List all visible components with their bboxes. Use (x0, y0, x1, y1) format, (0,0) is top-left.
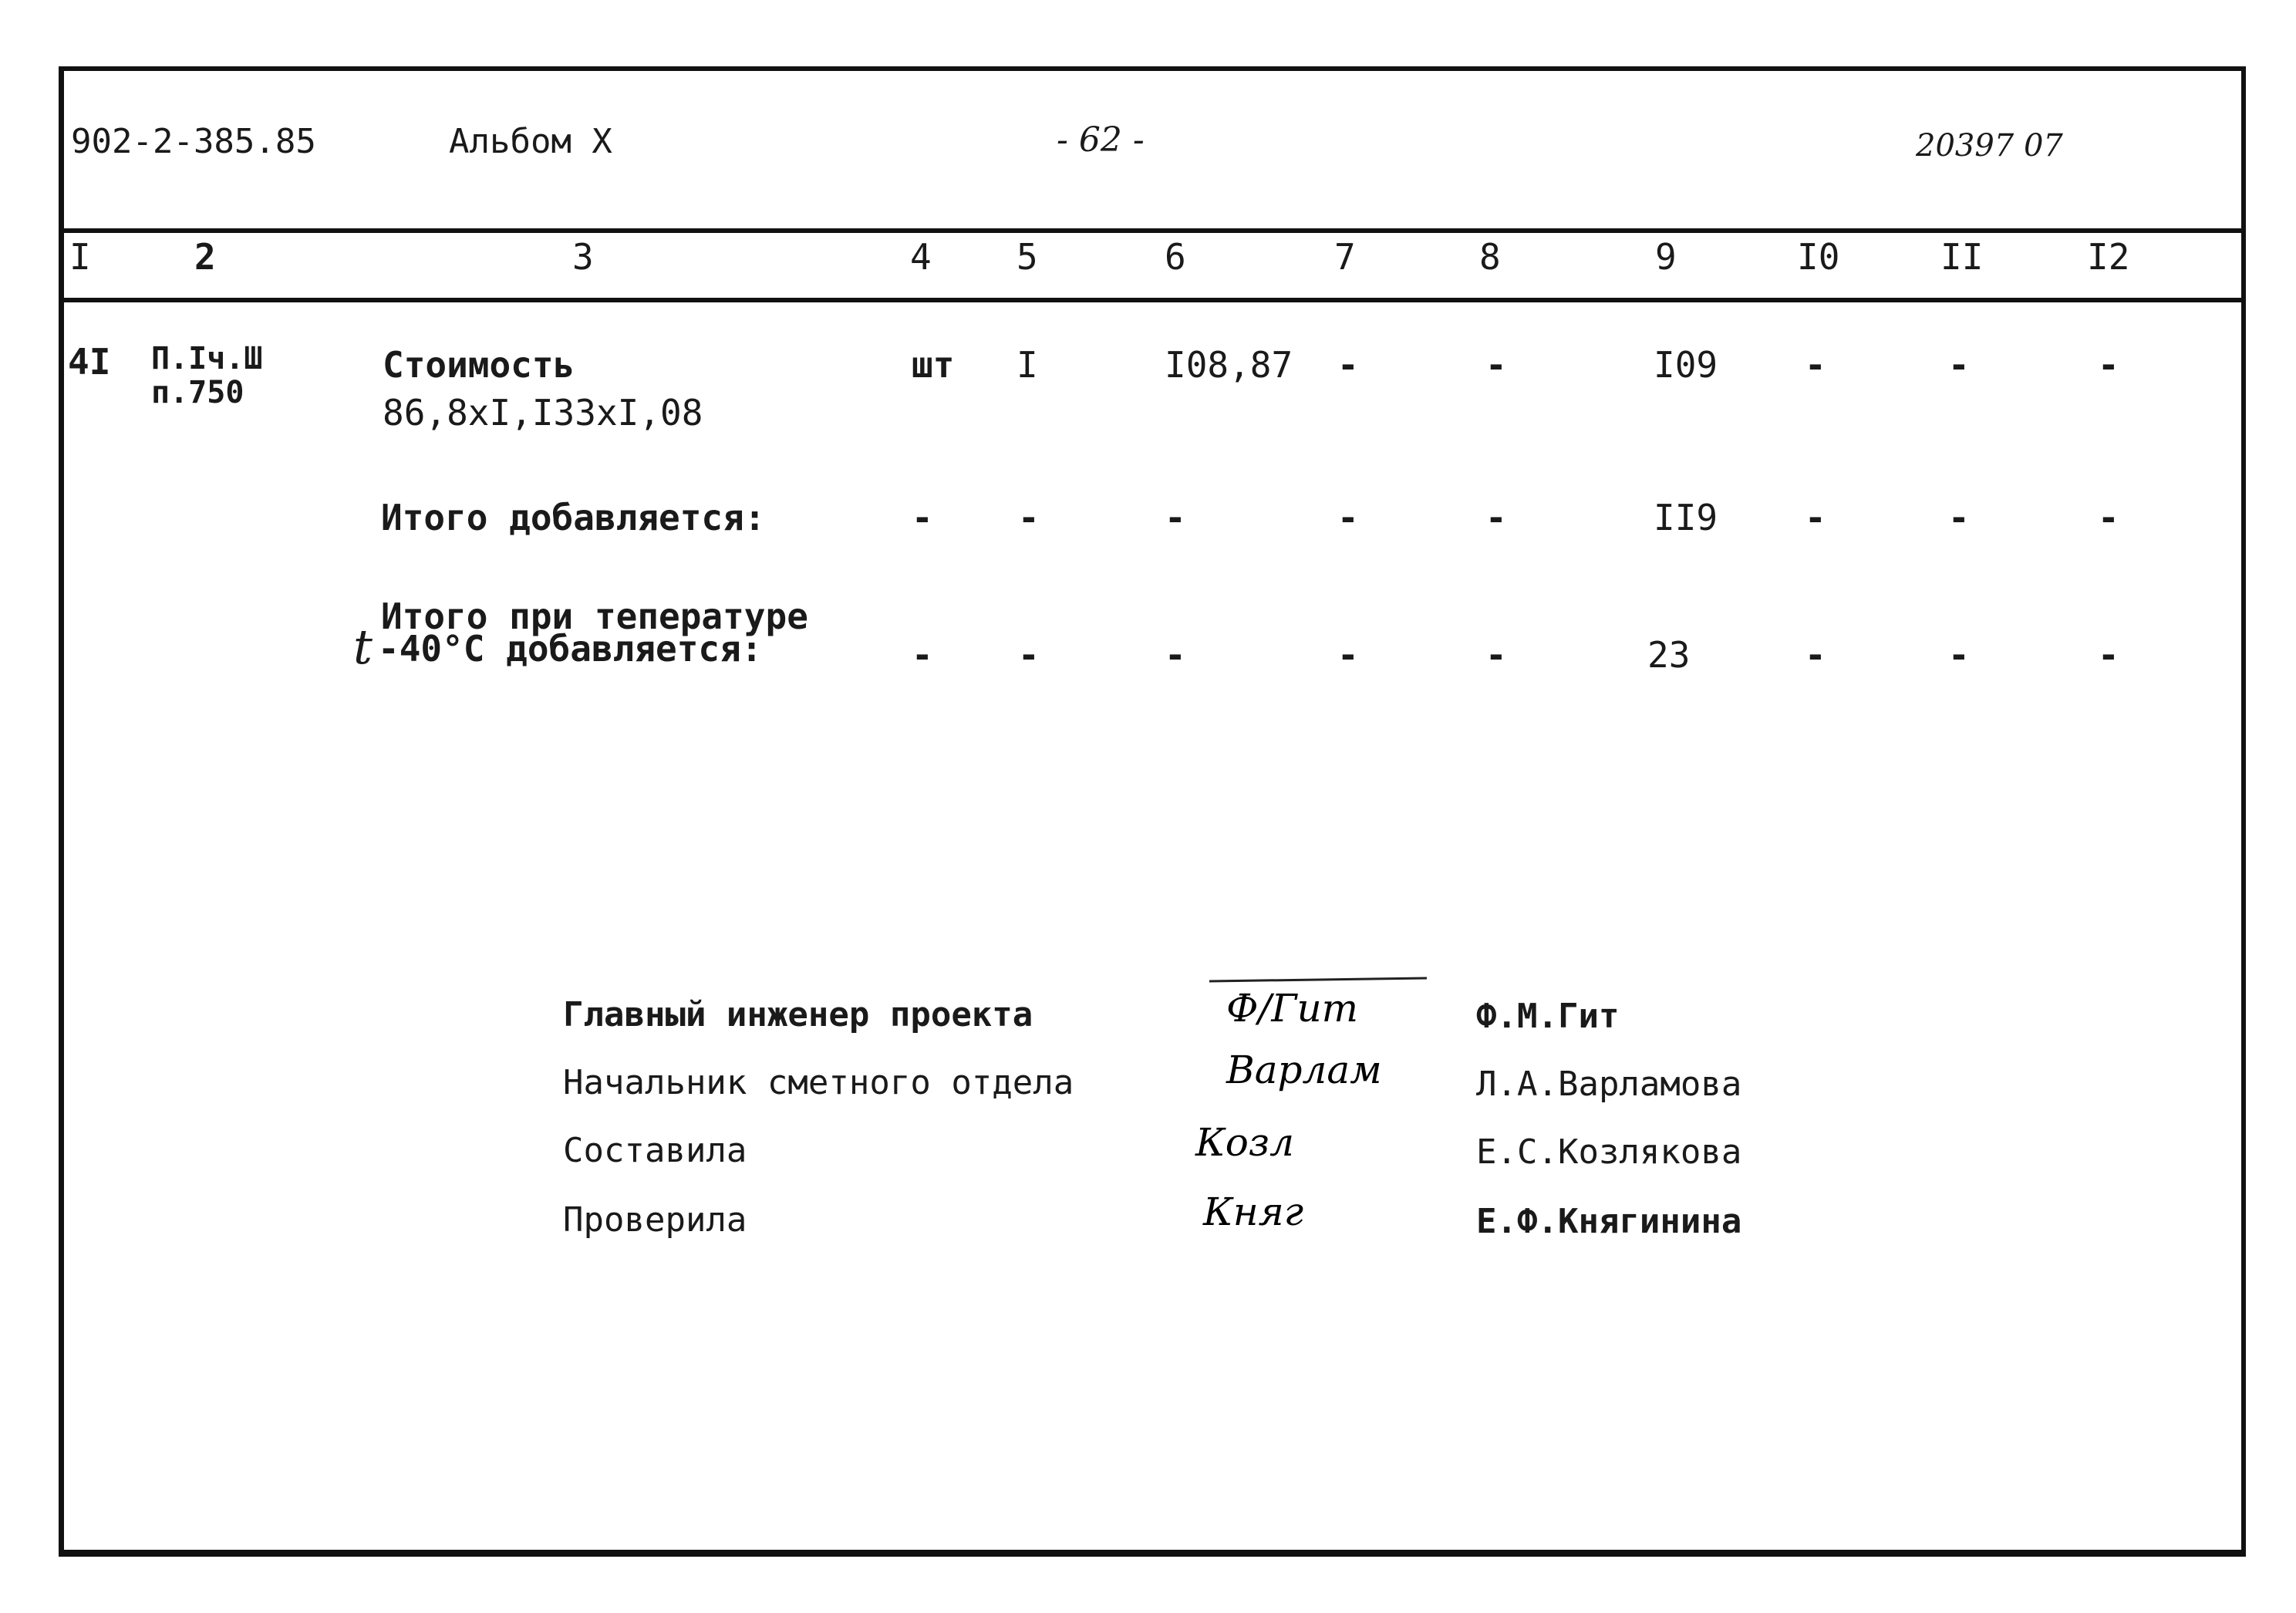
column-10-cell: - (1805, 344, 1826, 386)
quantity-cell: - (1018, 497, 1040, 538)
column-12-cell: - (2098, 344, 2119, 386)
column-7-cell: - (1337, 497, 1359, 538)
column-number-5: 5 (1017, 236, 1038, 278)
signature-chief-engineer-text: Ф/Гит (1226, 986, 1359, 1031)
signature-checked-text: Княг (1203, 1190, 1304, 1234)
column-12-cell: - (2098, 497, 2119, 538)
column-10-cell: - (1805, 497, 1826, 538)
document-code: 902-2-385.85 (71, 122, 316, 161)
column-number-2: 2 (194, 236, 216, 278)
column-8-cell: - (1485, 344, 1507, 386)
column-11-cell: - (1948, 634, 1970, 676)
page-frame (59, 66, 2246, 1557)
signature-name-estimate-head: Л.А.Варламова (1476, 1065, 1742, 1104)
column-8-cell: - (1485, 497, 1507, 538)
column-number-7: 7 (1334, 236, 1356, 278)
temperature-subtotal-line2: -40°C добавляется: (378, 628, 763, 670)
item-description: Стоимость (383, 344, 575, 386)
signature-role-checked: Проверила (563, 1200, 747, 1240)
column-number-8: 8 (1479, 236, 1501, 278)
signature-compiled-text: Козл (1195, 1120, 1294, 1165)
column-7-cell: - (1337, 634, 1359, 676)
column-number-4: 4 (910, 236, 932, 278)
quantity-cell: - (1018, 634, 1040, 676)
unit-cell: шт (912, 344, 955, 386)
column-9-cell: I09 (1654, 344, 1718, 386)
price-code-line1: П.Iч.Ш (151, 341, 263, 376)
price-code-line2: п.750 (151, 375, 244, 410)
signature-compiled (1188, 1108, 1388, 1177)
quantity-cell: I (1017, 344, 1038, 386)
header-top-rule (63, 228, 2241, 233)
signature-name-chief-engineer: Ф.М.Гит (1476, 997, 1620, 1036)
signature-name-compiled: Е.С.Козлякова (1476, 1132, 1742, 1172)
temperature-subtotal-line1: Итого при тепературе (381, 596, 808, 637)
item-formula: 86,8xI,I33xI,08 (383, 392, 703, 434)
signature-chief-engineer (1203, 974, 1435, 1043)
column-number-11: II (1940, 236, 1984, 278)
price-cell: I08,87 (1165, 344, 1293, 386)
temperature-symbol: t (353, 619, 373, 675)
column-11-cell: - (1948, 344, 1970, 386)
column-number-6: 6 (1165, 236, 1186, 278)
signature-estimate-head-text: Варлам (1226, 1048, 1382, 1092)
signature-role-chief-engineer: Главный инженер проекта (563, 995, 1033, 1034)
column-number-3: 3 (572, 236, 594, 278)
subtotal-label: Итого добавляется: (381, 497, 766, 538)
column-11-cell: - (1948, 497, 1970, 538)
column-number-1: I (69, 236, 91, 278)
unit-cell: - (912, 634, 933, 676)
column-number-10: I0 (1797, 236, 1840, 278)
row-number: 4I (68, 341, 111, 383)
signature-name-checked: Е.Ф.Княгинина (1476, 1202, 1742, 1241)
price-cell: - (1165, 497, 1186, 538)
header-bottom-rule (63, 298, 2241, 302)
column-number-12: I2 (2087, 236, 2130, 278)
signature-checked (1195, 1177, 1427, 1247)
album-label: Альбом X (449, 122, 612, 161)
price-cell: - (1165, 634, 1186, 676)
column-7-cell: - (1337, 344, 1359, 386)
signature-role-compiled: Составила (563, 1131, 747, 1170)
column-number-9: 9 (1655, 236, 1677, 278)
page-number: - 62 - (1057, 120, 1145, 160)
column-9-cell: 23 (1647, 634, 1691, 676)
column-10-cell: - (1805, 634, 1826, 676)
inventory-number: 20397 07 (1916, 128, 2063, 164)
signature-role-estimate-head: Начальник сметного отдела (563, 1063, 1074, 1102)
column-9-cell: II9 (1654, 497, 1718, 538)
signature-estimate-head (1219, 1038, 1450, 1108)
unit-cell: - (912, 497, 933, 538)
column-8-cell: - (1485, 634, 1507, 676)
column-12-cell: - (2098, 634, 2119, 676)
